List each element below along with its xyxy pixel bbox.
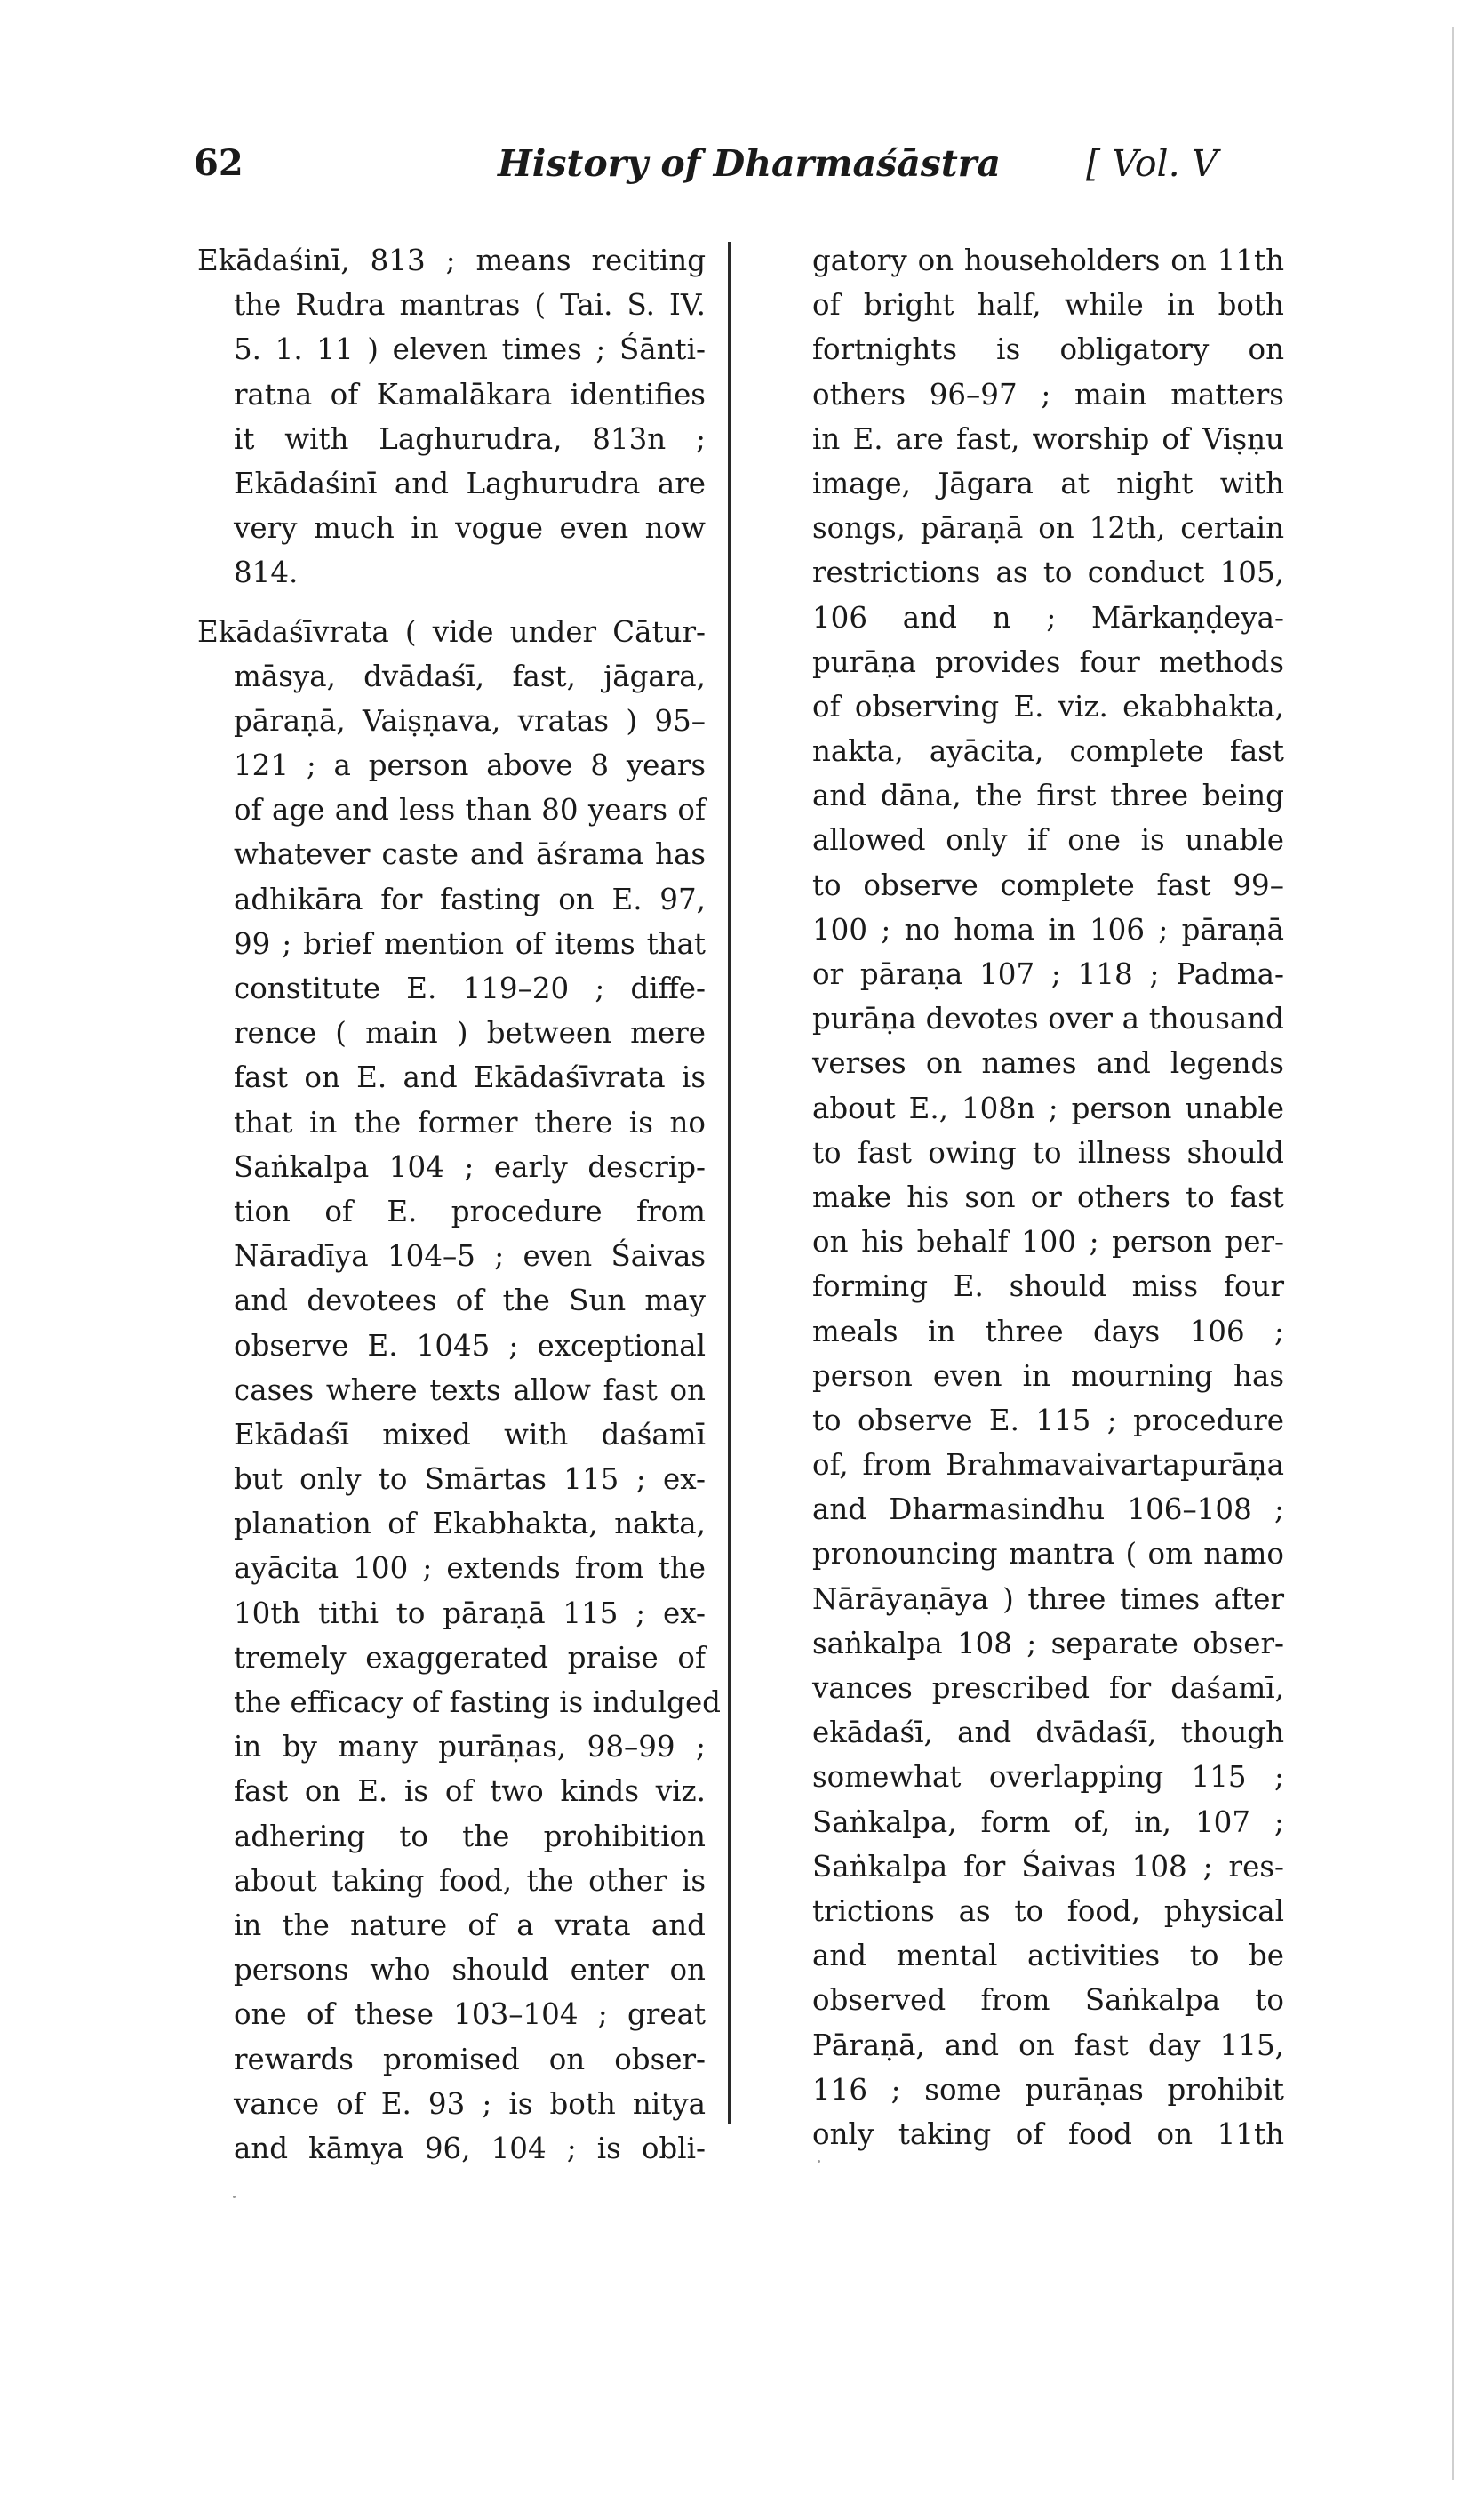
index-line: Saṅkalpa 104 ; early descrip-: [234, 1149, 706, 1184]
index-line: one of these 103–104 ; great: [234, 1997, 706, 2032]
index-line: that in the former there is no: [234, 1105, 706, 1140]
index-line: meals in three days 106 ;: [812, 1314, 1284, 1348]
column-divider: [728, 242, 731, 2124]
print-speck: [233, 2196, 236, 2198]
index-line: Ekādaśīvrata ( vide under Cātur-: [197, 614, 706, 649]
index-line: of observing E. viz. ekabhakta,: [812, 689, 1284, 724]
index-line: somewhat overlapping 115 ;: [812, 1760, 1284, 1795]
index-line: 10th tithi to pāraṇā 115 ; ex-: [234, 1596, 706, 1630]
index-line: Ekādaśinī, 813 ; means reciting: [197, 244, 706, 277]
index-line: allowed only if one is unable: [812, 823, 1284, 858]
index-line: tremely exaggerated praise of: [234, 1640, 706, 1675]
index-line: ekādaśī, and dvādaśī, though: [812, 1716, 1284, 1750]
index-line: māsya, dvādaśī, fast, jāgara,: [234, 659, 706, 693]
index-line: to fast owing to illness should: [812, 1135, 1284, 1170]
index-line: purāṇa devotes over a thousand: [812, 1002, 1284, 1036]
index-line: of age and less than 80 years of: [234, 793, 706, 828]
index-line: restrictions as to conduct 105,: [812, 556, 1284, 590]
index-line: fast on E. and Ekādaśīvrata is: [234, 1060, 706, 1095]
index-line: forming E. should miss four: [812, 1269, 1284, 1304]
index-line: in E. are fast, worship of Viṣṇu: [812, 421, 1284, 456]
index-line: and devotees of the Sun may: [234, 1284, 706, 1318]
index-line: vances prescribed for daśamī,: [812, 1671, 1284, 1705]
index-line: and mental activities to be: [812, 1939, 1284, 1973]
index-line: Nāradīya 104–5 ; even Śaivas: [234, 1239, 706, 1274]
index-line: make his son or others to fast: [812, 1180, 1284, 1214]
index-line: it with Laghurudra, 813n ;: [234, 421, 706, 456]
index-line: observe E. 1045 ; exceptional: [234, 1328, 706, 1363]
index-line: the efficacy of fasting is indulged: [234, 1685, 721, 1719]
index-line: in the nature of a vrata and: [234, 1908, 706, 1942]
index-line: rence ( main ) between mere: [234, 1016, 706, 1051]
print-speck: [818, 2160, 820, 2163]
index-line: others 96–97 ; main matters: [812, 377, 1284, 412]
index-line: person even in mourning has: [812, 1358, 1284, 1393]
index-line: pronouncing mantra ( om namo: [812, 1537, 1284, 1572]
index-line: 99 ; brief mention of items that: [234, 926, 706, 961]
index-line: vance of E. 93 ; is both nitya: [234, 2086, 706, 2121]
index-line: trictions as to food, physical: [812, 1893, 1284, 1928]
index-line: whatever caste and āśrama has: [234, 837, 706, 872]
index-line: fast on E. is of two kinds viz.: [234, 1774, 706, 1809]
index-line: Saṅkalpa for Śaivas 108 ; res-: [812, 1849, 1284, 1884]
index-line: in by many purāṇas, 98–99 ;: [234, 1730, 706, 1764]
index-line: verses on names and legends: [812, 1046, 1284, 1081]
index-line: tion of E. procedure from: [234, 1194, 706, 1228]
index-line: observed from Saṅkalpa to: [812, 1983, 1284, 2018]
index-line: Saṅkalpa, form of, in, 107 ;: [812, 1804, 1284, 1839]
index-line: Pāraṇā, and on fast day 115,: [812, 2028, 1284, 2062]
index-line: of, from Brahmavaivartapurāṇa: [812, 1448, 1284, 1483]
page-header: [0, 142, 1469, 196]
index-line: pāraṇā, Vaiṣṇava, vratas ) 95–: [234, 703, 706, 738]
index-line: adhering to the prohibition: [234, 1819, 706, 1853]
index-line: only taking of food on 11th: [812, 2116, 1284, 2151]
index-line: cases where texts allow fast on: [234, 1372, 706, 1407]
index-line: the Rudra mantras ( Tai. S. IV.: [234, 288, 706, 323]
index-line: very much in vogue even now: [234, 511, 706, 546]
index-line: about E., 108n ; person unable: [812, 1091, 1284, 1125]
index-line: rewards promised on obser-: [234, 2042, 706, 2076]
index-line: 814.: [234, 556, 299, 590]
index-line: planation of Ekabhakta, nakta,: [234, 1507, 706, 1541]
index-line: adhikāra for fasting on E. 97,: [234, 882, 706, 916]
index-line: 5. 1. 11 ) eleven times ; Śānti-: [234, 332, 706, 367]
index-line: fortnights is obligatory on: [812, 332, 1284, 367]
index-line: purāṇa provides four methods: [812, 644, 1284, 679]
left-column: [197, 238, 721, 2171]
index-line: 106 and n ; Mārkaṇḍeya-: [812, 600, 1284, 635]
index-line: 100 ; no homa in 106 ; pāraṇā: [812, 912, 1284, 947]
entry-gap: [197, 596, 706, 610]
index-line: image, Jāgara at night with: [812, 466, 1284, 500]
index-line: or pāraṇa 107 ; 118 ; Padma-: [812, 957, 1284, 991]
index-line: ratna of Kamalākara identifies: [234, 377, 706, 412]
index-line: to observe complete fast 99–: [812, 868, 1284, 902]
index-line: Ekādaśī mixed with daśamī: [234, 1417, 706, 1452]
index-line: to observe E. 115 ; procedure: [812, 1403, 1284, 1437]
index-line: constitute E. 119–20 ; diffe-: [234, 972, 706, 1005]
index-line: of bright half, while in both: [812, 288, 1284, 323]
index-line: persons who should enter on: [234, 1953, 706, 1988]
index-line: ayācita 100 ; extends from the: [234, 1551, 706, 1586]
index-line: Nārāyaṇāya ) three times after: [812, 1581, 1284, 1616]
page-number: 62: [194, 142, 244, 184]
index-line: 116 ; some purāṇas prohibit: [812, 2072, 1284, 2107]
index-line: and kāmya 96, 104 ; is obli-: [234, 2131, 706, 2165]
index-line: Ekādaśinī and Laghurudra are: [234, 466, 706, 500]
index-line: and dāna, the first three being: [812, 779, 1284, 813]
right-column: [776, 238, 1284, 2156]
running-title: History of Dharmaśāstra: [498, 142, 1001, 185]
volume-label: [ Vol. V: [1086, 142, 1218, 185]
index-line: songs, pāraṇā on 12th, certain: [812, 511, 1284, 546]
index-line: on his behalf 100 ; person per-: [812, 1225, 1284, 1260]
index-line: 121 ; a person above 8 years: [234, 748, 706, 783]
index-line: about taking food, the other is: [234, 1863, 706, 1898]
index-line: saṅkalpa 108 ; separate obser-: [812, 1626, 1284, 1660]
index-line: gatory on householders on 11th: [812, 244, 1284, 277]
page-edge-line: [1452, 27, 1454, 2480]
index-line: and Dharmasindhu 106–108 ;: [812, 1492, 1284, 1527]
index-line: but only to Smārtas 115 ; ex-: [234, 1462, 706, 1497]
index-line: nakta, ayācita, complete fast: [812, 734, 1284, 769]
